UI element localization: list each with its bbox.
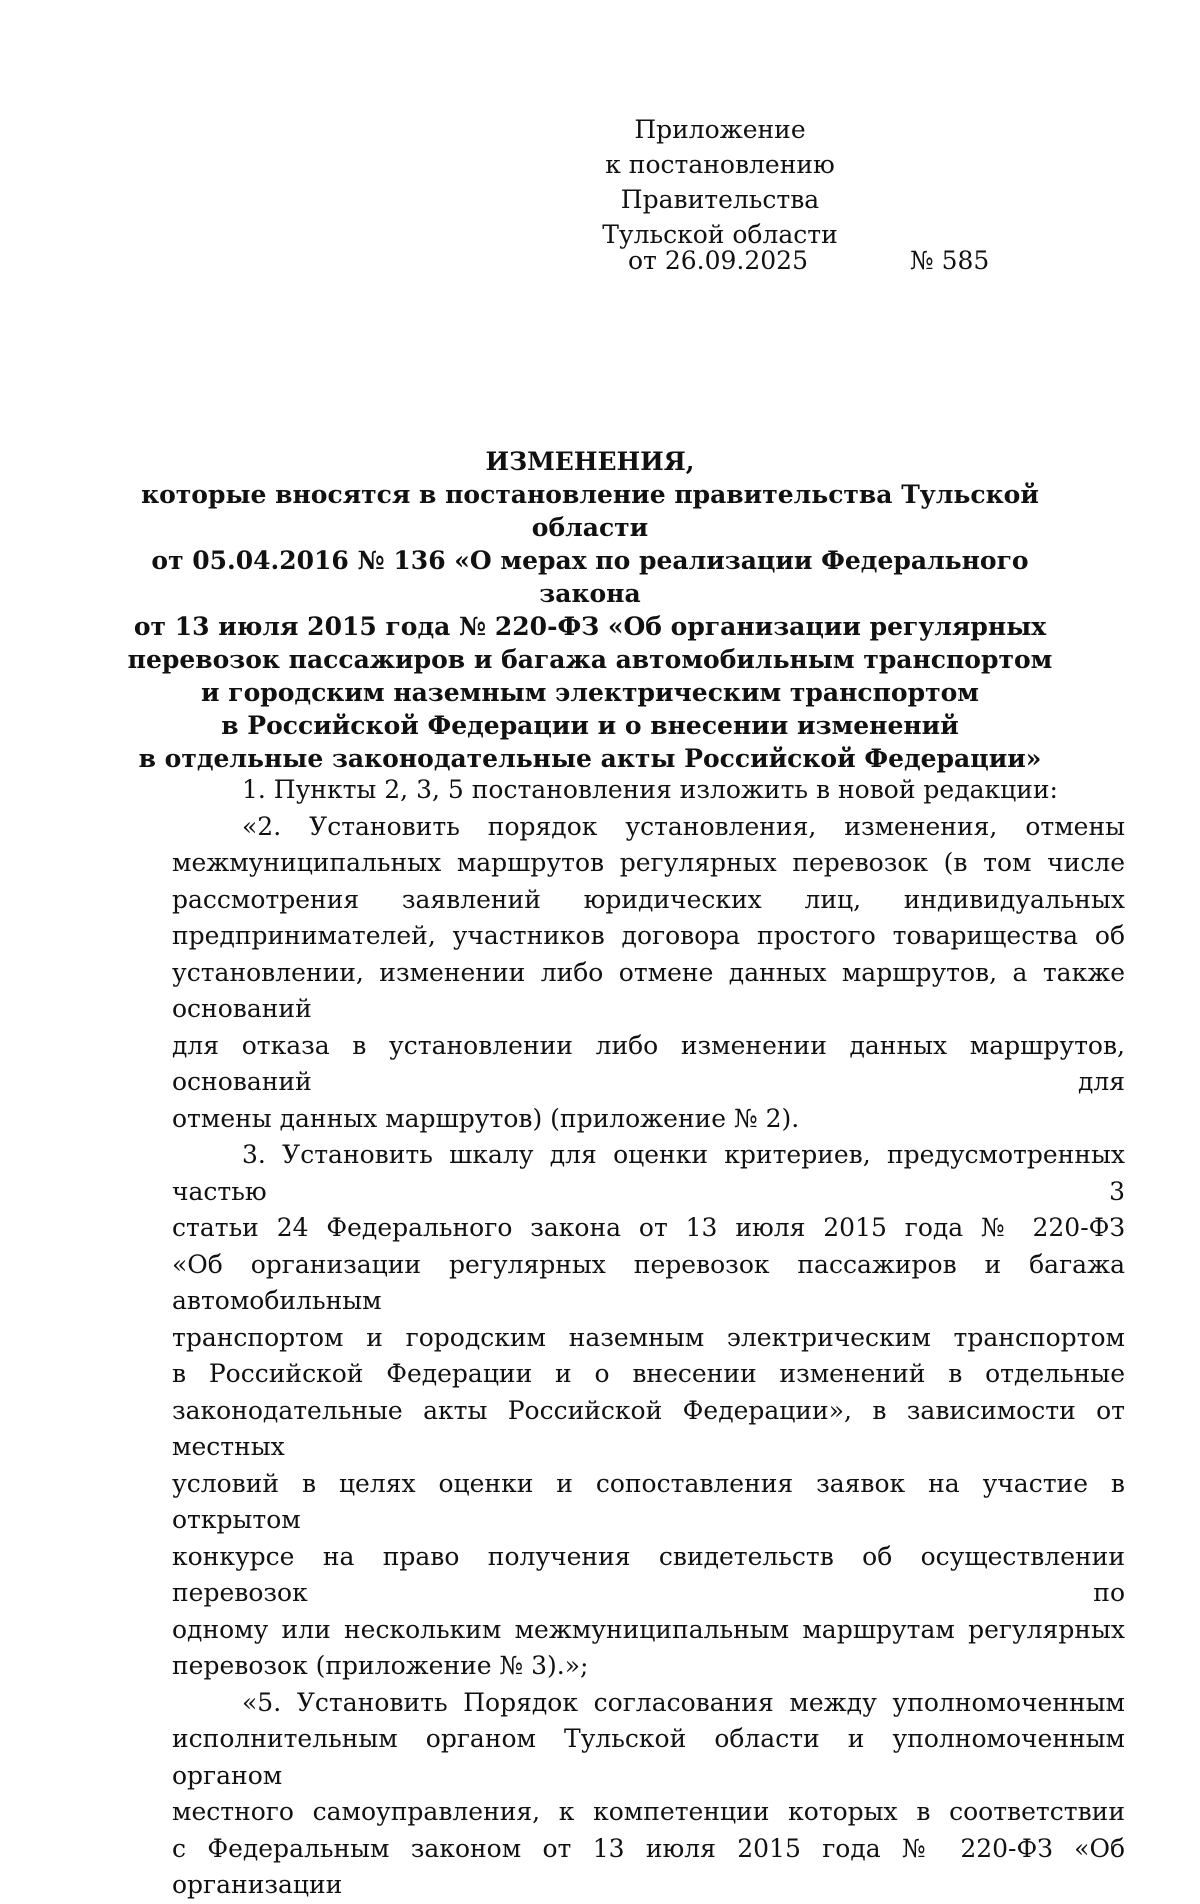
text-line: межмуниципальных маршрутов регулярных перевозок (в том числе: [172, 848, 1125, 877]
document-date: от 26.09.2025: [628, 246, 808, 275]
document-heading: [110, 445, 1070, 775]
text-line: установлении, изменении либо отмене данных маршрутов, а также оснований: [172, 957, 1125, 1023]
annex-line: Приложение: [634, 115, 806, 144]
document-number: № 585: [910, 246, 990, 275]
text-line: рассмотрения заявлений юридических лиц, индивидуальных: [172, 884, 1125, 914]
text-line: статьи 24 Федерального закона от 13 июля 2015 года № 220-ФЗ: [172, 1213, 1125, 1242]
heading-line: от 05.04.2016 № 136 «О мерах по реализации Федерального закона: [151, 546, 1029, 608]
text-line: «Об организации регулярных перевозок пассажиров и багажа автомобильным: [172, 1249, 1125, 1315]
text-line: отмены данных маршрутов) (приложение № 2).: [172, 1103, 800, 1133]
text-line: законодательные акты Российской Федерации», в зависимости от местных: [172, 1395, 1125, 1461]
text-line: 3. Установить шкалу для оценки критериев, предусмотренных частью 3: [172, 1140, 1125, 1206]
heading-line: которые вносятся в постановление правительства Тульской области: [141, 480, 1039, 542]
heading-title: ИЗМЕНЕНИЯ,: [485, 447, 695, 476]
heading-line: перевозок пассажиров и багажа автомобильным транспортом: [127, 645, 1053, 674]
paragraph-2: [172, 809, 1125, 1138]
text-line: перевозок (приложение № 3).»;: [172, 1651, 589, 1680]
document-body: [172, 772, 1125, 1904]
paragraph-3: [172, 1137, 1125, 1685]
heading-line: в Российской Федерации и о внесении изменений: [221, 711, 959, 740]
heading-line: от 13 июля 2015 года № 220-ФЗ «Об организации регулярных: [133, 612, 1047, 641]
text-line: конкурсе на право получения свидетельств об осуществлении перевозок по: [172, 1541, 1125, 1607]
text-line: «5. Установить Порядок согласования между уполномоченным: [242, 1687, 1125, 1717]
text-line: предпринимателей, участников договора простого товарищества об: [172, 921, 1125, 950]
heading-line: в отдельные законодательные акты Российской Федерации»: [138, 744, 1042, 773]
date-number-line: [628, 243, 998, 278]
text-line: транспортом и городским наземным электрическим транспортом: [172, 1322, 1125, 1352]
text-line: исполнительным органом Тульской области и уполномоченным органом: [172, 1724, 1125, 1790]
text-line: для отказа в установлении либо изменении данных маршрутов, оснований для: [172, 1030, 1125, 1096]
annex-line: к постановлению Правительства: [605, 150, 835, 214]
paragraph-4: [172, 1685, 1125, 1904]
text-line: «2. Установить порядок установления, изменения, отмены: [242, 811, 1125, 841]
heading-line: и городским наземным электрическим транспортом: [201, 678, 979, 707]
text-line: местного самоуправления, к компетенции которых в соответствии: [172, 1797, 1125, 1826]
paragraph-1: 1. Пункты 2, 3, 5 постановления изложить в новой редакции:: [242, 775, 1058, 804]
annex-block: [560, 112, 880, 252]
text-line: условий в целях оценки и сопоставления заявок на участие в открытом: [172, 1468, 1125, 1534]
text-line: одному или нескольким межмуниципальным маршрутам регулярных: [172, 1614, 1125, 1644]
annex-line: Тульской области: [602, 220, 838, 249]
text-line: с Федеральным законом от 13 июля 2015 года № 220-ФЗ «Об организации: [172, 1833, 1125, 1899]
text-line: в Российской Федерации и о внесении изменений в отдельные: [172, 1359, 1125, 1388]
